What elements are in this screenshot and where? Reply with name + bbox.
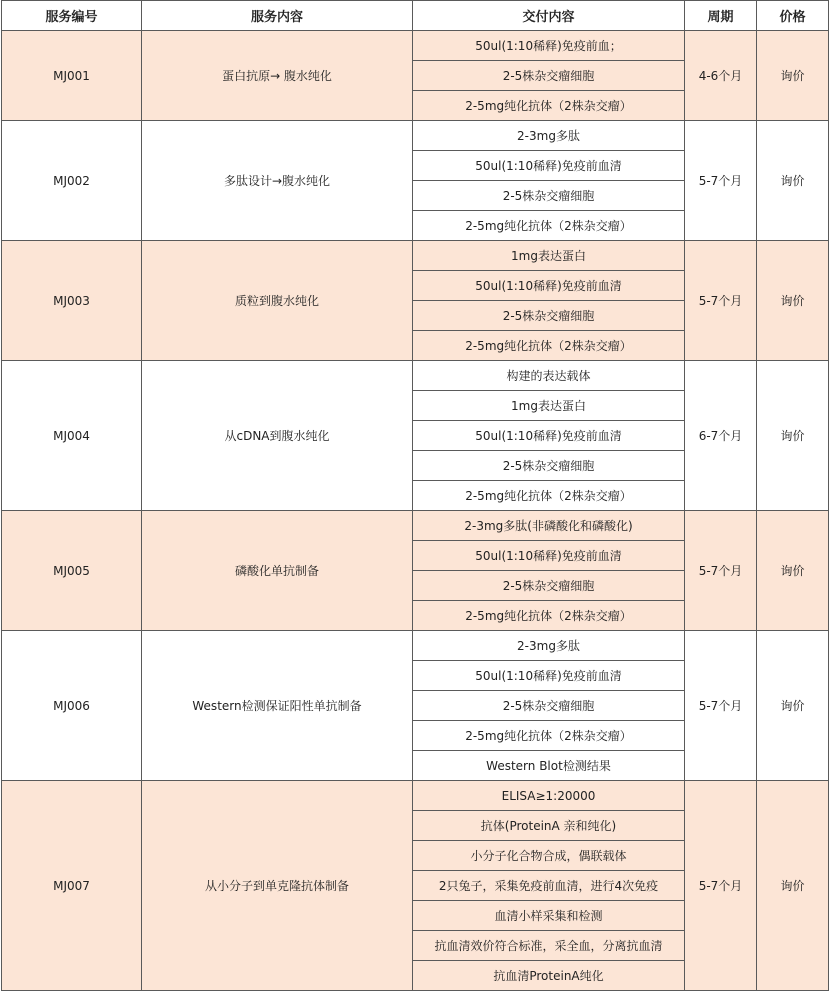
service-content-cell: 从小分子到单克隆抗体制备: [142, 781, 413, 991]
service-id-cell: MJ003: [2, 241, 142, 361]
service-table: [1, 0, 829, 991]
deliverable-cell: 50ul(1:10稀释)免疫前血清: [413, 271, 685, 301]
table-row: [2, 121, 829, 151]
deliverable-cell: 2-5株杂交瘤细胞: [413, 571, 685, 601]
deliverable-cell: 2-5株杂交瘤细胞: [413, 301, 685, 331]
deliverable-cell: 2只兔子，采集免疫前血清，进行4次免疫: [413, 871, 685, 901]
deliverable-cell: 2-5mg纯化抗体（2株杂交瘤）: [413, 481, 685, 511]
table-row: [2, 511, 829, 541]
period-cell: 5-7个月: [685, 781, 757, 991]
deliverable-cell: 50ul(1:10稀释)免疫前血；: [413, 31, 685, 61]
service-content-cell: 蛋白抗原→ 腹水纯化: [142, 31, 413, 121]
deliverable-cell: 2-5mg纯化抗体（2株杂交瘤）: [413, 331, 685, 361]
deliverable-cell: 2-3mg多肽: [413, 631, 685, 661]
service-id-cell: MJ005: [2, 511, 142, 631]
deliverable-cell: ELISA≥1:20000: [413, 781, 685, 811]
service-content-cell: Western检测保证阳性单抗制备: [142, 631, 413, 781]
price-cell: 询价: [757, 31, 829, 121]
price-cell: 询价: [757, 241, 829, 361]
deliverable-cell: 2-5株杂交瘤细胞: [413, 451, 685, 481]
header-service-id: 服务编号: [2, 1, 142, 31]
header-period: 周期: [685, 1, 757, 31]
price-cell: 询价: [757, 121, 829, 241]
table-row: [2, 631, 829, 661]
deliverable-cell: 2-5mg纯化抗体（2株杂交瘤）: [413, 721, 685, 751]
deliverable-cell: 50ul(1:10稀释)免疫前血清: [413, 541, 685, 571]
deliverable-cell: 50ul(1:10稀释)免疫前血清: [413, 421, 685, 451]
service-id-cell: MJ007: [2, 781, 142, 991]
deliverable-cell: 2-5株杂交瘤细胞: [413, 691, 685, 721]
service-id-cell: MJ001: [2, 31, 142, 121]
period-cell: 4-6个月: [685, 31, 757, 121]
price-cell: 询价: [757, 361, 829, 511]
deliverable-cell: 2-5株杂交瘤细胞: [413, 181, 685, 211]
period-cell: 6-7个月: [685, 361, 757, 511]
table-row: [2, 781, 829, 811]
header-service-content: 服务内容: [142, 1, 413, 31]
service-id-cell: MJ002: [2, 121, 142, 241]
deliverable-cell: 50ul(1:10稀释)免疫前血清: [413, 661, 685, 691]
deliverable-cell: 2-3mg多肽(非磷酸化和磷酸化): [413, 511, 685, 541]
deliverable-cell: 2-5mg纯化抗体（2株杂交瘤）: [413, 211, 685, 241]
deliverable-cell: 2-3mg多肽: [413, 121, 685, 151]
period-cell: 5-7个月: [685, 631, 757, 781]
deliverable-cell: 50ul(1:10稀释)免疫前血清: [413, 151, 685, 181]
deliverable-cell: 2-5mg纯化抗体（2株杂交瘤）: [413, 91, 685, 121]
deliverable-cell: 抗血清ProteinA纯化: [413, 961, 685, 991]
deliverable-cell: 抗体(ProteinA 亲和纯化): [413, 811, 685, 841]
header-deliverables: 交付内容: [413, 1, 685, 31]
deliverable-cell: 抗血清效价符合标准，采全血，分离抗血清: [413, 931, 685, 961]
header-price: 价格: [757, 1, 829, 31]
deliverable-cell: 2-5mg纯化抗体（2株杂交瘤）: [413, 601, 685, 631]
service-content-cell: 从cDNA到腹水纯化: [142, 361, 413, 511]
service-content-cell: 多肽设计→腹水纯化: [142, 121, 413, 241]
period-cell: 5-7个月: [685, 511, 757, 631]
table-row: [2, 241, 829, 271]
deliverable-cell: 1mg表达蛋白: [413, 241, 685, 271]
deliverable-cell: 2-5株杂交瘤细胞: [413, 61, 685, 91]
header-row: [2, 1, 829, 31]
service-content-cell: 质粒到腹水纯化: [142, 241, 413, 361]
price-cell: 询价: [757, 631, 829, 781]
deliverable-cell: 小分子化合物合成，偶联载体: [413, 841, 685, 871]
period-cell: 5-7个月: [685, 121, 757, 241]
price-cell: 询价: [757, 511, 829, 631]
period-cell: 5-7个月: [685, 241, 757, 361]
table-row: [2, 361, 829, 391]
service-id-cell: MJ004: [2, 361, 142, 511]
deliverable-cell: 构建的表达载体: [413, 361, 685, 391]
table-row: [2, 31, 829, 61]
deliverable-cell: 1mg表达蛋白: [413, 391, 685, 421]
price-cell: 询价: [757, 781, 829, 991]
deliverable-cell: Western Blot检测结果: [413, 751, 685, 781]
deliverable-cell: 血清小样采集和检测: [413, 901, 685, 931]
service-id-cell: MJ006: [2, 631, 142, 781]
service-content-cell: 磷酸化单抗制备: [142, 511, 413, 631]
